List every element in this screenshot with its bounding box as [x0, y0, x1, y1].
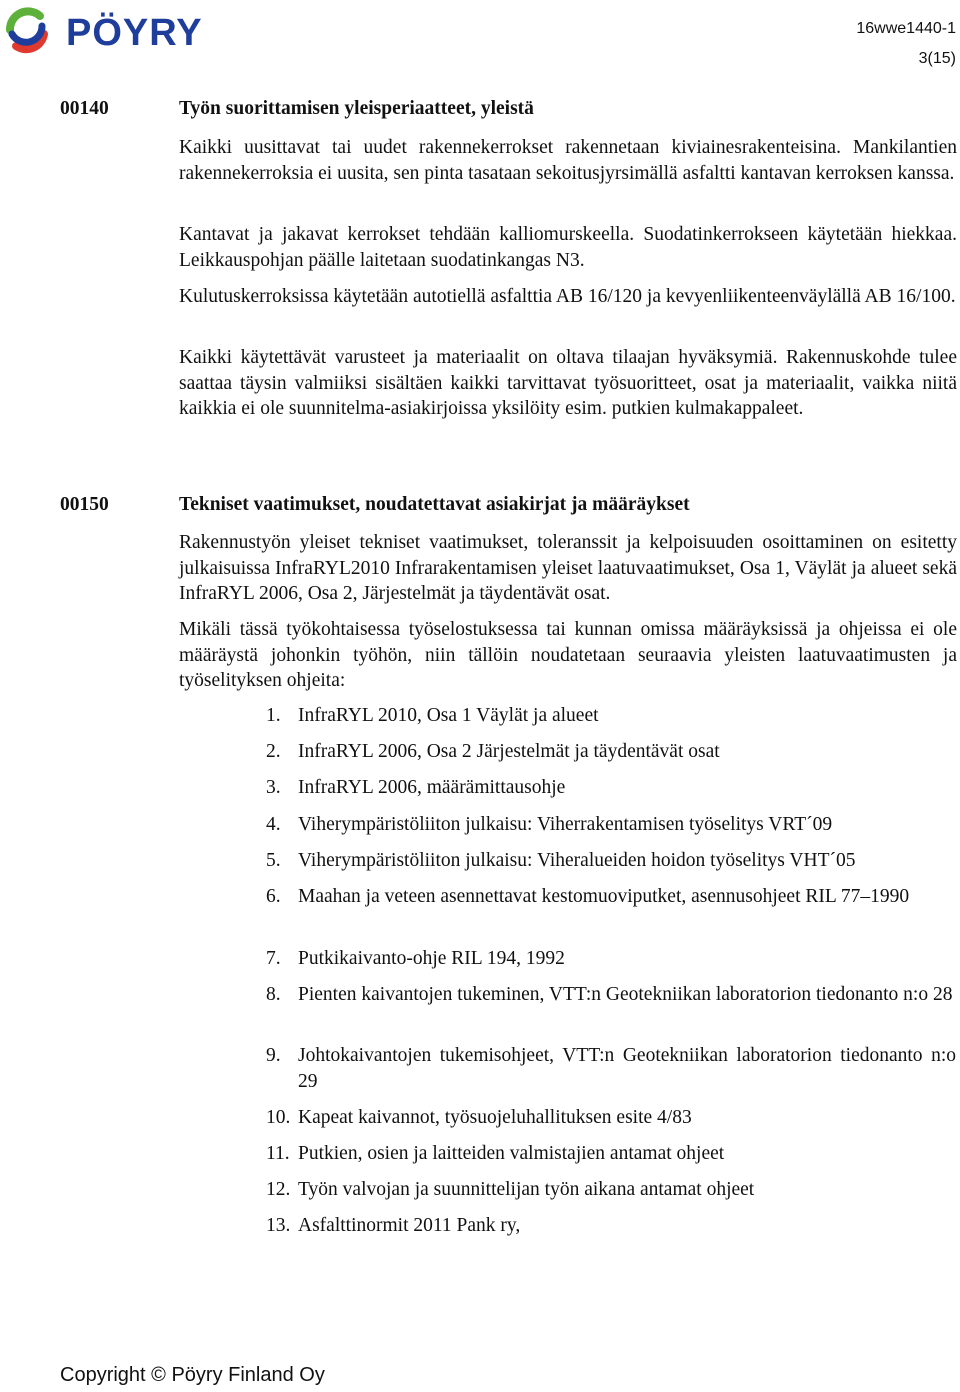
list-item — [266, 946, 956, 972]
list-number: 12. — [266, 1179, 291, 1200]
list-number: 5. — [266, 850, 281, 871]
section-code: 00140 — [60, 98, 109, 119]
list-item — [266, 1141, 956, 1167]
list-item — [266, 1105, 956, 1131]
list-number: 1. — [266, 705, 281, 726]
list-item — [266, 884, 956, 910]
list-item — [266, 775, 956, 801]
section-title: Tekniset vaatimukset, noudatettavat asiakirjat ja määräykset — [179, 494, 690, 515]
poyry-logo-mark — [4, 4, 244, 54]
list-text: Viherympäristöliiton julkaisu: Viherrakentamisen työselitys VRT´09 — [298, 814, 833, 835]
list-text: Maahan ja veteen asennettavat kestomuoviputket, asennusohjeet RIL 77–1990 — [298, 886, 910, 907]
list-item — [266, 848, 956, 874]
list-number: 9. — [266, 1045, 281, 1066]
list-number: 7. — [266, 948, 281, 969]
paragraph: Kantavat ja jakavat kerrokset tehdään kalliomurskeella. Suodatinkerrokseen käytetään hiekkaa. Leikkauspohjan päälle laitetaan suodatinkangas N3. — [179, 224, 957, 271]
list-number: 10. — [266, 1107, 291, 1128]
list-text: InfraRYL 2010, Osa 1 Väylät ja alueet — [298, 705, 599, 726]
list-number: 11. — [266, 1143, 290, 1164]
list-text: Viherympäristöliiton julkaisu: Viheralueiden hoidon työselitys VHT´05 — [298, 850, 856, 871]
footer-copyright: Copyright © Pöyry Finland Oy — [60, 1364, 325, 1386]
list-item — [266, 703, 956, 729]
list-text: Pienten kaivantojen tukeminen, VTT:n Geotekniikan laboratorion tiedonanto n:o 28 — [298, 984, 953, 1005]
list-text: InfraRYL 2006, määrämittausohje — [298, 777, 566, 798]
page-header — [0, 0, 960, 80]
list-text: InfraRYL 2006, Osa 2 Järjestelmät ja täydentävät osat — [298, 741, 720, 762]
list-text: Johtokaivantojen tukemisohjeet, VTT:n Geotekniikan laboratorion tiedonanto n:o 29 — [298, 1045, 956, 1092]
list-item — [266, 739, 956, 765]
list-text: Putkien, osien ja laitteiden valmistajien antamat ohjeet — [298, 1143, 725, 1164]
paragraph: Kulutuskerroksissa käytetään autotiellä asfalttia AB 16/120 ja kevyenliikenteenväylällä AB 16/100. — [179, 286, 956, 307]
list-text: Kapeat kaivannot, työsuojeluhallituksen esite 4/83 — [298, 1107, 692, 1128]
list-item — [266, 1043, 956, 1094]
list-text: Asfalttinormit 2011 Pank ry, — [298, 1215, 521, 1236]
paragraph: Rakennustyön yleiset tekniset vaatimukset, toleranssit ja kelpoisuuden osoittaminen on esitetty julkaisuissa InfraRYL2010 Infrarakentamisen yleiset laatuvaatimukset, Osa 1, Väylät ja alueet sekä InfraRYL 2006, Osa 2, Järjestelmät ja täydentävät osat. — [179, 532, 957, 604]
paragraph: Mikäli tässä työkohtaisessa työselostuksessa tai kunnan omissa määräyksissä ja ohjeissa ei ole määräystä johonkin työhön, niin tällöin noudatetaan seuraavia yleisten laatuvaatimusten ja työselityksen ohjeita: — [179, 619, 957, 691]
list-text: Putkikaivanto-ohje RIL 194, 1992 — [298, 948, 565, 969]
paragraph: Kaikki uusittavat tai uudet rakennekerrokset rakennetaan kiviainesrakenteisina. Mankilantien rakennekerroksia ei uusita, sen pinta tasataan sekoitusjyrsimällä asfaltti kantavan kerroksen kanssa. — [179, 137, 957, 184]
list-number: 4. — [266, 814, 281, 835]
section-code: 00150 — [60, 494, 109, 515]
list-item — [266, 812, 956, 838]
list-number: 2. — [266, 741, 281, 762]
brand-wordmark: PÖYRY — [66, 12, 203, 54]
list-text: Työn valvojan ja suunnittelijan työn aikana antamat ohjeet — [298, 1179, 755, 1200]
list-number: 8. — [266, 984, 281, 1005]
list-item — [266, 1177, 956, 1203]
section-title: Työn suorittamisen yleisperiaatteet, yleistä — [179, 98, 534, 119]
list-number: 6. — [266, 886, 281, 907]
paragraph: Kaikki käytettävät varusteet ja materiaalit on oltava tilaajan hyväksymiä. Rakennuskohde tulee saattaa täysin valmiiksi sisältäen kaikki tarvittavat työsuoritteet, osat ja materiaalit, vaikka niitä kaikkia ei ole suunnitelma-asiakirjoissa yksilöity esim. putkien kulmakappaleet. — [179, 347, 957, 419]
list-item — [266, 982, 956, 1008]
document-id: 16wwe1440-1 — [856, 20, 956, 37]
list-number: 3. — [266, 777, 281, 798]
poyry-logo — [4, 4, 244, 54]
list-number: 13. — [266, 1215, 291, 1236]
page-number: 3(15) — [918, 50, 956, 67]
list-item — [266, 1213, 956, 1239]
